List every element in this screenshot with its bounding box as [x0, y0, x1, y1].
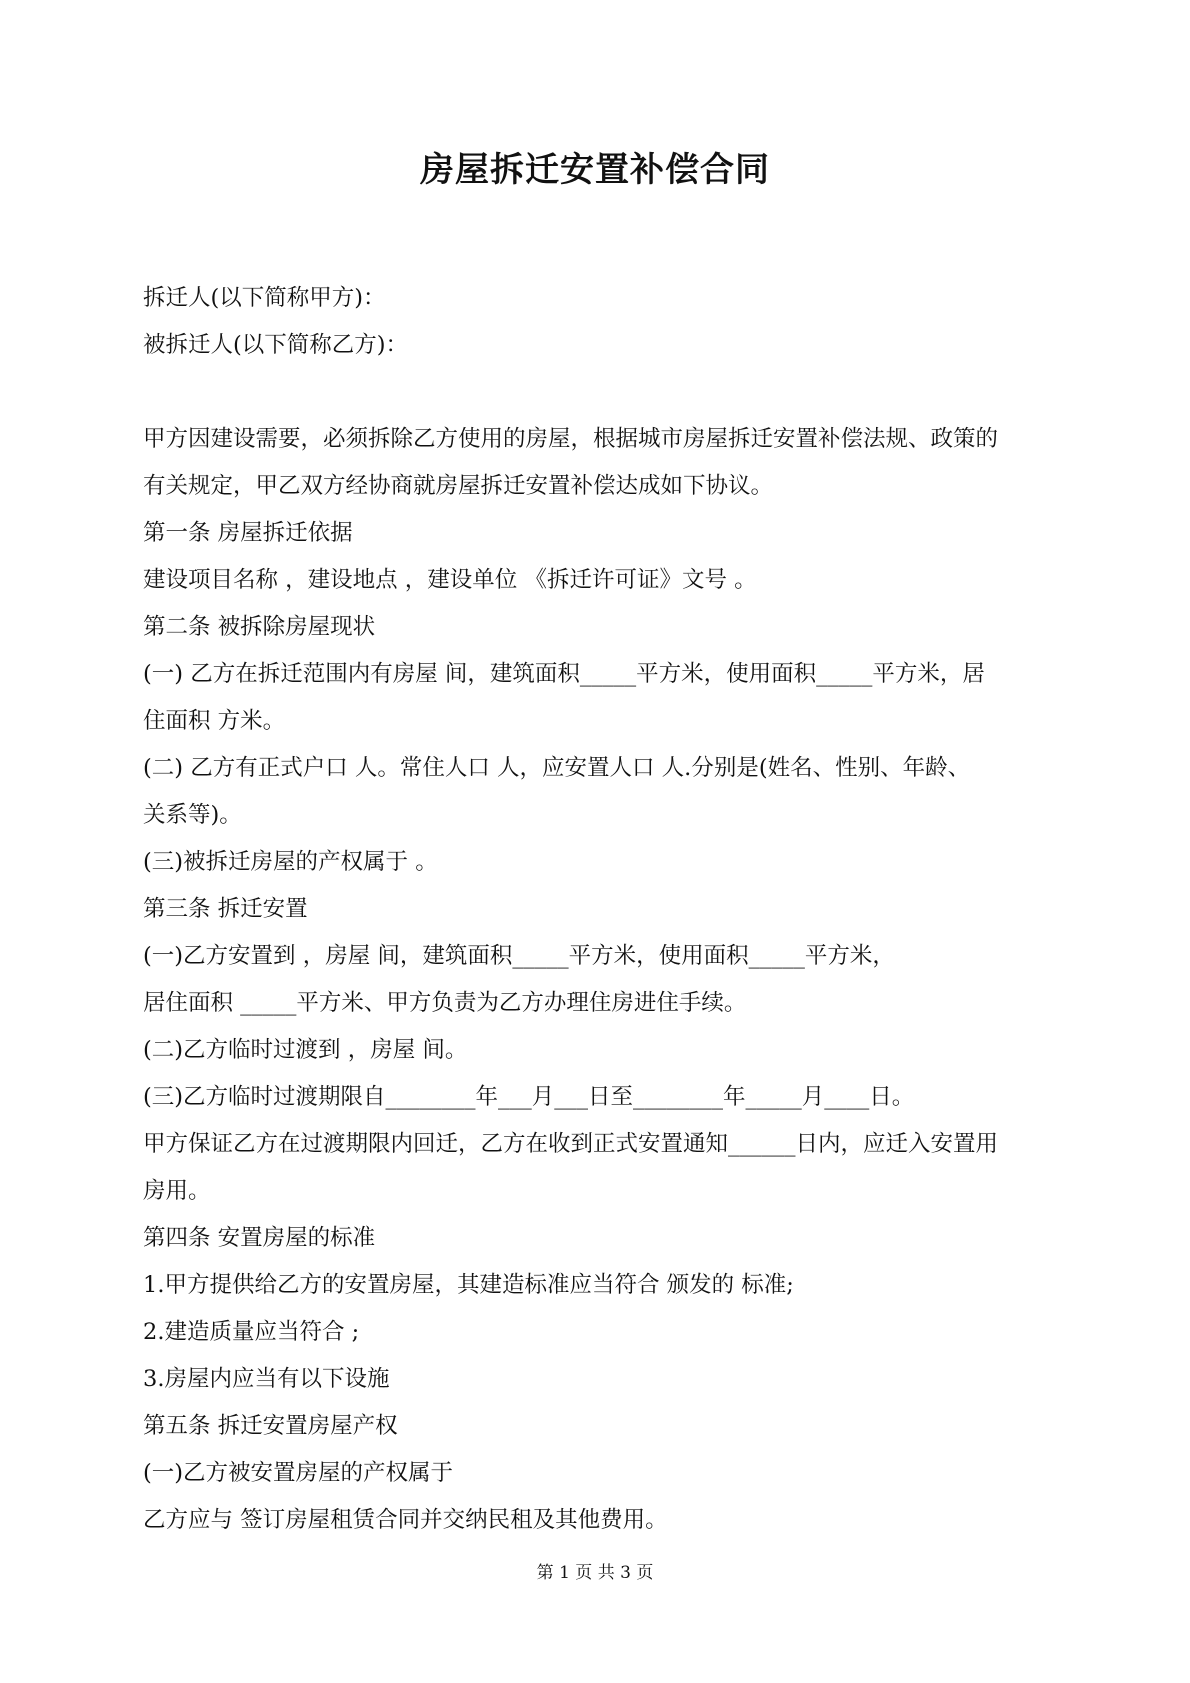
party-a-line: 拆迁人(以下简称甲方)： [143, 285, 386, 311]
article-5-heading: 第五条 拆迁安置房屋产权 [143, 1413, 398, 1439]
preamble-line-2: 有关规定，甲乙双方经协商就房屋拆迁安置补偿达成如下协议。 [143, 473, 774, 499]
article-4-item-1: 1.甲方提供给乙方的安置房屋，其建造标准应当符合 颁发的 标准; [143, 1272, 794, 1298]
article-3-item-1-line-2: 居住面积 _____平方米、甲方负责为乙方办理住房进住手续。 [143, 990, 747, 1016]
article-2-item-1-line-2: 住面积 方米。 [143, 708, 286, 734]
page-number-footer: 第 1 页 共 3 页 [536, 1563, 654, 1583]
article-4-item-2: 2.建造质量应当符合 ; [143, 1319, 360, 1345]
article-3-guarantee-line-2: 房用。 [143, 1178, 211, 1204]
article-3-heading: 第三条 拆迁安置 [143, 896, 308, 922]
document-title: 房屋拆迁安置补偿合同 [420, 150, 770, 190]
article-4-item-3: 3.房屋内应当有以下设施 [143, 1366, 390, 1392]
article-3-guarantee-line-1: 甲方保证乙方在过渡期限内回迁，乙方在收到正式安置通知______日内，应迁入安置用 [143, 1131, 999, 1157]
article-3-item-2: (二)乙方临时过渡到 ，房屋 间。 [143, 1037, 468, 1063]
article-3-item-1-line-1: (一)乙方安置到 ，房屋 间，建筑面积_____平方米，使用面积_____平方米， [143, 943, 895, 969]
article-1-text: 建设项目名称 ，建设地点 ，建设单位 《拆迁许可证》文号 。 [143, 567, 757, 593]
article-2-item-2-line-1: (二) 乙方有正式户口 人。常住人口 人，应安置人口 人.分别是(姓名、性别、年龄、 [143, 755, 971, 781]
article-2-item-2-line-2: 关系等)。 [143, 802, 242, 828]
party-b-line: 被拆迁人(以下简称乙方)： [143, 332, 409, 358]
article-4-heading: 第四条 安置房屋的标准 [143, 1225, 376, 1251]
document-body [143, 275, 1063, 1544]
article-2-item-3: (三)被拆迁房屋的产权属于 。 [143, 849, 438, 875]
preamble-line-1: 甲方因建设需要，必须拆除乙方使用的房屋，根据城市房屋拆迁安置补偿法规、政策的 [143, 426, 999, 452]
article-2-item-1-line-1: (一) 乙方在拆迁范围内有房屋 间，建筑面积_____平方米，使用面积_____平方米，居 [143, 661, 985, 687]
article-2-heading: 第二条 被拆除房屋现状 [143, 614, 376, 640]
article-3-item-3: (三)乙方临时过渡期限自________年___月___日至________年_____月____日。 [143, 1084, 915, 1110]
article-5-lease-line: 乙方应与 签订房屋租赁合同并交纳民租及其他费用。 [143, 1507, 668, 1533]
article-5-item-1: (一)乙方被安置房屋的产权属于 [143, 1460, 454, 1486]
article-1-heading: 第一条 房屋拆迁依据 [143, 520, 353, 546]
blank-line [143, 369, 1063, 416]
